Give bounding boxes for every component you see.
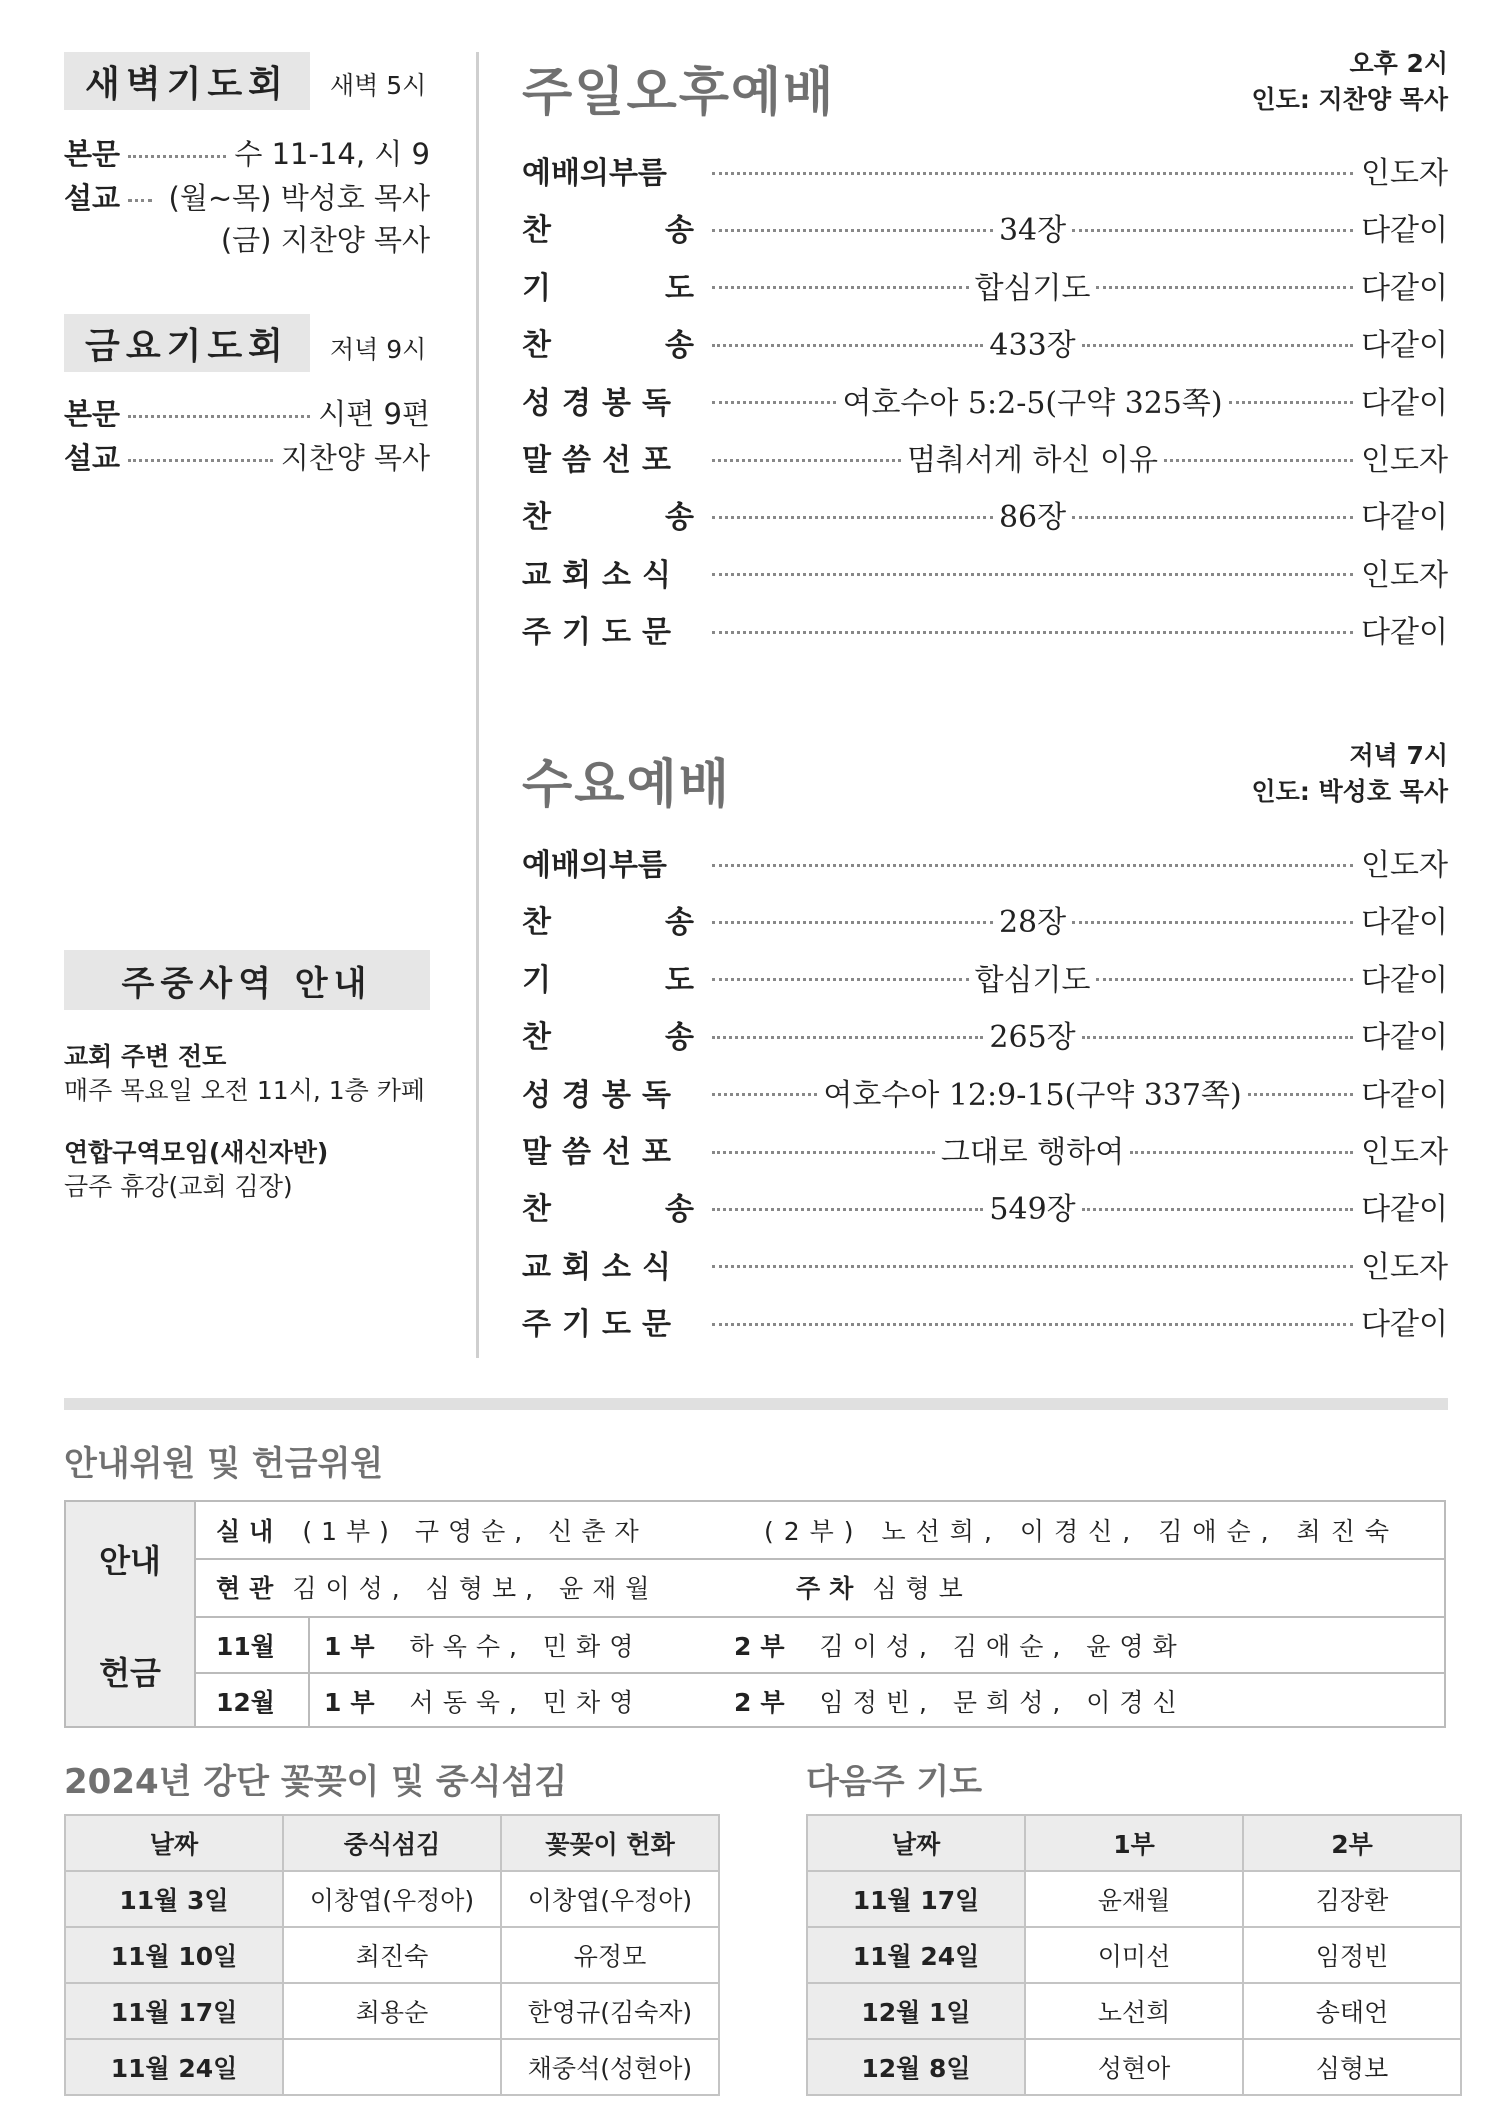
friday-sermon-label: 설교	[64, 440, 121, 475]
indoor-part2-row	[764, 1508, 1399, 1552]
order-name-part: 기	[522, 270, 551, 306]
offering-group-label: 헌금	[66, 1616, 196, 1726]
dot-leader	[1072, 229, 1353, 232]
order-name-part: 송	[665, 213, 694, 249]
order-row	[522, 494, 1448, 534]
date-cell: 11월 17일	[807, 1871, 1025, 1927]
order-name-part: 성경봉독	[522, 1077, 682, 1113]
indoor-part1: (1부) 구영순, 신춘자	[302, 1517, 648, 1546]
name-cell: 임정빈	[1243, 1927, 1461, 1983]
order-item-performer: 다같이	[1361, 213, 1449, 249]
dec-part2-row	[734, 1678, 1186, 1724]
order-name-part: 기	[522, 962, 551, 998]
wednesday-service-time: 저녁 7시	[1349, 741, 1448, 770]
order-item-detail: 28장	[998, 905, 1067, 941]
dot-leader	[128, 459, 273, 462]
dot-leader	[1072, 516, 1353, 519]
order-item-name	[522, 550, 694, 594]
order-name-part: 찬	[522, 328, 551, 364]
name-cell: 채중석(성현아)	[501, 2039, 719, 2095]
order-item-performer: 다같이	[1361, 962, 1448, 998]
order-item-name	[522, 955, 694, 999]
nov-part1-row	[324, 1622, 642, 1668]
order-name-part: 찬	[522, 905, 551, 941]
dot-leader	[712, 286, 969, 289]
ministry-item-2-title: 연합구역모임(새신자반)	[64, 1138, 329, 1167]
name-cell: 한영규(김숙자)	[501, 1983, 719, 2039]
dawn-text-value: 수 11-14, 시 9	[234, 136, 430, 171]
dot-leader	[1072, 921, 1353, 924]
order-item-name	[522, 1184, 694, 1228]
order-item-name	[522, 840, 694, 884]
ushers-table	[64, 1500, 1446, 1728]
nov-part2-row	[734, 1622, 1186, 1668]
order-name-part: 송	[665, 1020, 694, 1056]
order-item-name	[522, 1242, 694, 1286]
friday-prayer-title: 금요기도회	[64, 314, 310, 372]
friday-text-label: 본문	[64, 396, 121, 431]
date-cell: 11월 24일	[65, 2039, 283, 2095]
order-row	[522, 1244, 1448, 1284]
order-item-name	[522, 1070, 694, 1114]
order-row	[522, 322, 1448, 362]
dawn-prayer-title: 새벽기도회	[64, 52, 310, 110]
header-cell: 날짜	[807, 1815, 1025, 1871]
order-name-part: 송	[665, 500, 694, 536]
parking-row	[796, 1564, 972, 1610]
dawn-text-label: 본문	[64, 136, 121, 171]
order-item-detail: 여호수아 12:9-15(구약 337쪽)	[823, 1077, 1242, 1113]
name-cell: 이창엽(우정아)	[283, 1871, 501, 1927]
order-name-part: 교회소식	[522, 1249, 682, 1285]
order-item-name	[522, 1127, 694, 1171]
parking-label: 주차	[796, 1574, 863, 1603]
order-item-detail: 합심기도	[974, 962, 1091, 998]
name-cell: 심형보	[1243, 2039, 1461, 2095]
dot-leader	[1130, 1151, 1353, 1154]
table-row	[807, 2039, 1461, 2095]
dot-leader	[1082, 1036, 1353, 1039]
name-cell: 이미선	[1025, 1927, 1243, 1983]
name-cell	[283, 2039, 501, 2095]
nov-label: 11월	[216, 1632, 275, 1661]
table-row	[65, 1983, 719, 2039]
wednesday-service-title: 수요예배	[522, 755, 731, 815]
dot-leader	[712, 1323, 1353, 1326]
table-row	[65, 2039, 719, 2095]
order-row	[522, 1129, 1448, 1169]
order-row	[522, 1014, 1448, 1054]
name-cell: 최진숙	[283, 1927, 501, 1983]
column-divider	[476, 52, 479, 1358]
next-prayer-table	[806, 1814, 1462, 2096]
order-item-performer: 인도자	[1361, 1249, 1448, 1285]
wednesday-service-meta	[1252, 738, 1448, 810]
row-line	[194, 1616, 1446, 1618]
table-row	[807, 1927, 1461, 1983]
order-item-performer: 다같이	[1361, 500, 1449, 536]
order-name-part: 주기도문	[522, 1307, 682, 1343]
table-header-row	[807, 1815, 1461, 1871]
dot-leader	[712, 401, 836, 404]
dec-part1-names: 서동욱, 민차영	[409, 1688, 643, 1717]
dot-leader	[128, 199, 152, 202]
date-cell: 12월 1일	[807, 1983, 1025, 2039]
row-line	[194, 1672, 1446, 1674]
dot-leader	[712, 172, 1353, 175]
part1-label: 1부	[324, 1688, 384, 1717]
part2-label: 2부	[734, 1688, 794, 1717]
name-cell: 노선희	[1025, 1983, 1243, 2039]
order-row	[522, 609, 1448, 649]
table-row	[65, 1871, 719, 1927]
indoor-row	[216, 1508, 648, 1552]
table-header-row	[65, 1815, 719, 1871]
dot-leader	[712, 459, 901, 462]
indoor-label: 실내	[216, 1517, 283, 1546]
order-row	[522, 842, 1448, 882]
dot-leader	[712, 1093, 817, 1096]
sunday-service-leader: 인도: 지찬양 목사	[1251, 85, 1448, 114]
order-item-detail: 549장	[989, 1192, 1076, 1228]
date-cell: 12월 8일	[807, 2039, 1025, 2095]
sunday-service-meta	[1252, 46, 1448, 118]
date-cell: 11월 17일	[65, 1983, 283, 2039]
dot-leader	[712, 864, 1353, 867]
order-item-detail: 그대로 행하여	[940, 1135, 1125, 1170]
friday-sermon-row	[64, 436, 430, 476]
name-cell: 최용순	[283, 1983, 501, 2039]
order-name-part: 송	[665, 1192, 694, 1228]
dec-part2-names: 임정빈, 문희성, 이경신	[819, 1688, 1186, 1717]
order-name-part: 송	[665, 328, 694, 364]
order-item-performer: 다같이	[1361, 905, 1449, 941]
ministry-title: 주중사역 안내	[64, 950, 430, 1010]
dawn-text-row	[64, 132, 430, 172]
order-row	[522, 1301, 1448, 1341]
order-item-name	[522, 378, 694, 422]
section-divider	[64, 1398, 1448, 1410]
date-cell: 11월 3일	[65, 1871, 283, 1927]
guide-group-label: 안내	[66, 1502, 196, 1618]
order-item-detail: 합심기도	[974, 270, 1091, 306]
dot-leader	[712, 1151, 935, 1154]
dot-leader	[712, 1036, 983, 1039]
friday-text-value: 시편 9편	[318, 396, 430, 431]
table-row	[807, 1983, 1461, 2039]
order-row	[522, 1186, 1448, 1226]
hall-label: 현관	[216, 1574, 283, 1603]
order-row	[522, 265, 1448, 305]
nov-part2-names: 김이성, 김애순, 윤영화	[819, 1632, 1186, 1661]
dot-leader	[712, 344, 983, 347]
dot-leader	[712, 573, 1353, 576]
order-item-performer: 다같이	[1361, 1077, 1449, 1113]
dot-leader	[128, 155, 226, 158]
dot-leader	[712, 978, 969, 981]
order-item-performer: 다같이	[1361, 615, 1448, 651]
order-item-detail: 여호수아 5:2-5(구약 325쪽)	[842, 385, 1223, 421]
header-cell: 1부	[1025, 1815, 1243, 1871]
name-cell: 이창엽(우정아)	[501, 1871, 719, 1927]
wednesday-service-leader: 인도: 박성호 목사	[1251, 777, 1448, 806]
flowers-title: 2024년 강단 꽃꽂이 및 중식섬김	[64, 1762, 568, 1802]
friday-prayer-time: 저녁 9시	[330, 335, 427, 364]
part2-label: 2부	[734, 1632, 794, 1661]
order-name-part: 교회소식	[522, 557, 682, 593]
ministry-item-1	[64, 1040, 425, 1108]
hall-names: 김이성, 심형보, 윤재월	[292, 1574, 659, 1603]
order-name-part: 도	[665, 962, 694, 998]
order-row	[522, 1072, 1448, 1112]
order-row	[522, 957, 1448, 997]
order-name-part: 도	[665, 270, 694, 306]
order-item-name	[522, 320, 694, 364]
nov-part1-names: 하옥수, 민화영	[409, 1632, 643, 1661]
order-item-performer: 다같이	[1361, 1307, 1448, 1343]
dot-leader	[1096, 978, 1353, 981]
order-item-name	[522, 1299, 694, 1343]
order-name-part: 말씀선포	[522, 443, 682, 478]
dot-leader	[712, 1208, 983, 1211]
ushers-title: 안내위원 및 헌금위원	[64, 1444, 384, 1484]
dec-part1-row	[324, 1678, 642, 1724]
order-name-part: 송	[665, 905, 694, 941]
dot-leader	[712, 1265, 1353, 1268]
order-name-part: 주기도문	[522, 615, 682, 651]
order-item-name	[522, 492, 694, 536]
name-cell: 윤재월	[1025, 1871, 1243, 1927]
order-item-name	[522, 1012, 694, 1056]
dot-leader	[1248, 1093, 1353, 1096]
table-row	[807, 1871, 1461, 1927]
order-item-detail: 34장	[998, 213, 1067, 249]
order-name-part: 예배의부름	[522, 848, 667, 883]
indoor-part2: (2부) 노선희, 이경신, 김애순, 최진숙	[764, 1517, 1399, 1546]
order-item-name	[522, 148, 694, 192]
date-cell: 11월 10일	[65, 1927, 283, 1983]
flowers-table	[64, 1814, 720, 2096]
friday-text-row	[64, 392, 430, 432]
name-cell: 김장환	[1243, 1871, 1461, 1927]
header-cell: 중식섬김	[283, 1815, 501, 1871]
dawn-sermon-line2: (금) 지찬양 목사	[220, 223, 430, 257]
header-cell: 꽃꽂이 헌화	[501, 1815, 719, 1871]
order-item-performer: 다같이	[1361, 328, 1449, 364]
dot-leader	[1229, 401, 1353, 404]
order-name-part: 찬	[522, 213, 551, 249]
order-name-part: 말씀선포	[522, 1135, 682, 1170]
order-row	[522, 899, 1448, 939]
order-item-performer: 다같이	[1361, 1192, 1449, 1228]
dot-leader	[712, 229, 993, 232]
order-name-part: 찬	[522, 500, 551, 536]
ministry-item-1-desc: 매주 목요일 오전 11시, 1층 카페	[64, 1076, 426, 1105]
header-cell: 날짜	[65, 1815, 283, 1871]
dot-leader	[1164, 459, 1353, 462]
order-row	[522, 552, 1448, 592]
order-item-performer: 인도자	[1361, 443, 1448, 478]
dot-leader	[1096, 286, 1353, 289]
dot-leader	[1082, 1208, 1353, 1211]
order-name-part: 성경봉독	[522, 385, 682, 421]
order-item-detail: 433장	[989, 328, 1076, 364]
row-line	[194, 1558, 1446, 1560]
sunday-service-time: 오후 2시	[1349, 49, 1448, 78]
order-name-part: 찬	[522, 1020, 551, 1056]
parking-names: 심형보	[872, 1574, 972, 1603]
order-item-detail: 265장	[989, 1020, 1076, 1056]
dot-leader	[712, 516, 993, 519]
friday-sermon-value: 지찬양 목사	[280, 440, 430, 475]
order-row	[522, 437, 1448, 477]
order-row	[522, 380, 1448, 420]
order-item-performer: 인도자	[1361, 557, 1448, 593]
order-item-performer: 다같이	[1361, 385, 1448, 421]
order-item-detail: 86장	[998, 500, 1067, 536]
ministry-item-1-title: 교회 주변 전도	[64, 1042, 227, 1071]
ministry-item-2-desc: 금주 휴강(교회 김장)	[64, 1172, 293, 1201]
col-line	[308, 1616, 310, 1726]
dot-leader	[712, 631, 1353, 634]
order-item-name	[522, 897, 694, 941]
dawn-sermon-row	[64, 176, 430, 216]
name-cell: 송태언	[1243, 1983, 1461, 2039]
order-item-performer: 인도자	[1361, 1135, 1448, 1170]
order-name-part: 예배의부름	[522, 156, 667, 191]
dawn-sermon-label: 설교	[64, 180, 121, 215]
order-row	[522, 150, 1448, 190]
order-item-name	[522, 607, 694, 651]
order-item-performer: 인도자	[1361, 156, 1448, 191]
date-cell: 11월 24일	[807, 1927, 1025, 1983]
ministry-item-2	[64, 1136, 328, 1204]
dawn-sermon-line1: (월~목) 박성호 목사	[168, 180, 430, 215]
order-item-performer: 다같이	[1361, 270, 1448, 306]
table-row	[65, 1927, 719, 1983]
dot-leader	[128, 415, 310, 418]
dec-label: 12월	[216, 1688, 275, 1717]
part1-label: 1부	[324, 1632, 384, 1661]
next-prayer-title: 다음주 기도	[806, 1762, 983, 1802]
order-item-performer: 인도자	[1361, 848, 1448, 883]
header-cell: 2부	[1243, 1815, 1461, 1871]
order-item-detail: 멈춰서게 하신 이유	[907, 443, 1158, 478]
order-item-name	[522, 435, 694, 479]
order-row	[522, 207, 1448, 247]
name-cell: 성현아	[1025, 2039, 1243, 2095]
name-cell: 유정모	[501, 1927, 719, 1983]
dot-leader	[712, 921, 993, 924]
order-item-performer: 다같이	[1361, 1020, 1449, 1056]
dot-leader	[1082, 344, 1353, 347]
hall-row	[216, 1564, 658, 1610]
order-item-name	[522, 205, 694, 249]
order-item-name	[522, 263, 694, 307]
order-name-part: 찬	[522, 1192, 551, 1228]
sunday-service-title: 주일오후예배	[522, 63, 836, 123]
dawn-prayer-time: 새벽 5시	[330, 71, 427, 100]
